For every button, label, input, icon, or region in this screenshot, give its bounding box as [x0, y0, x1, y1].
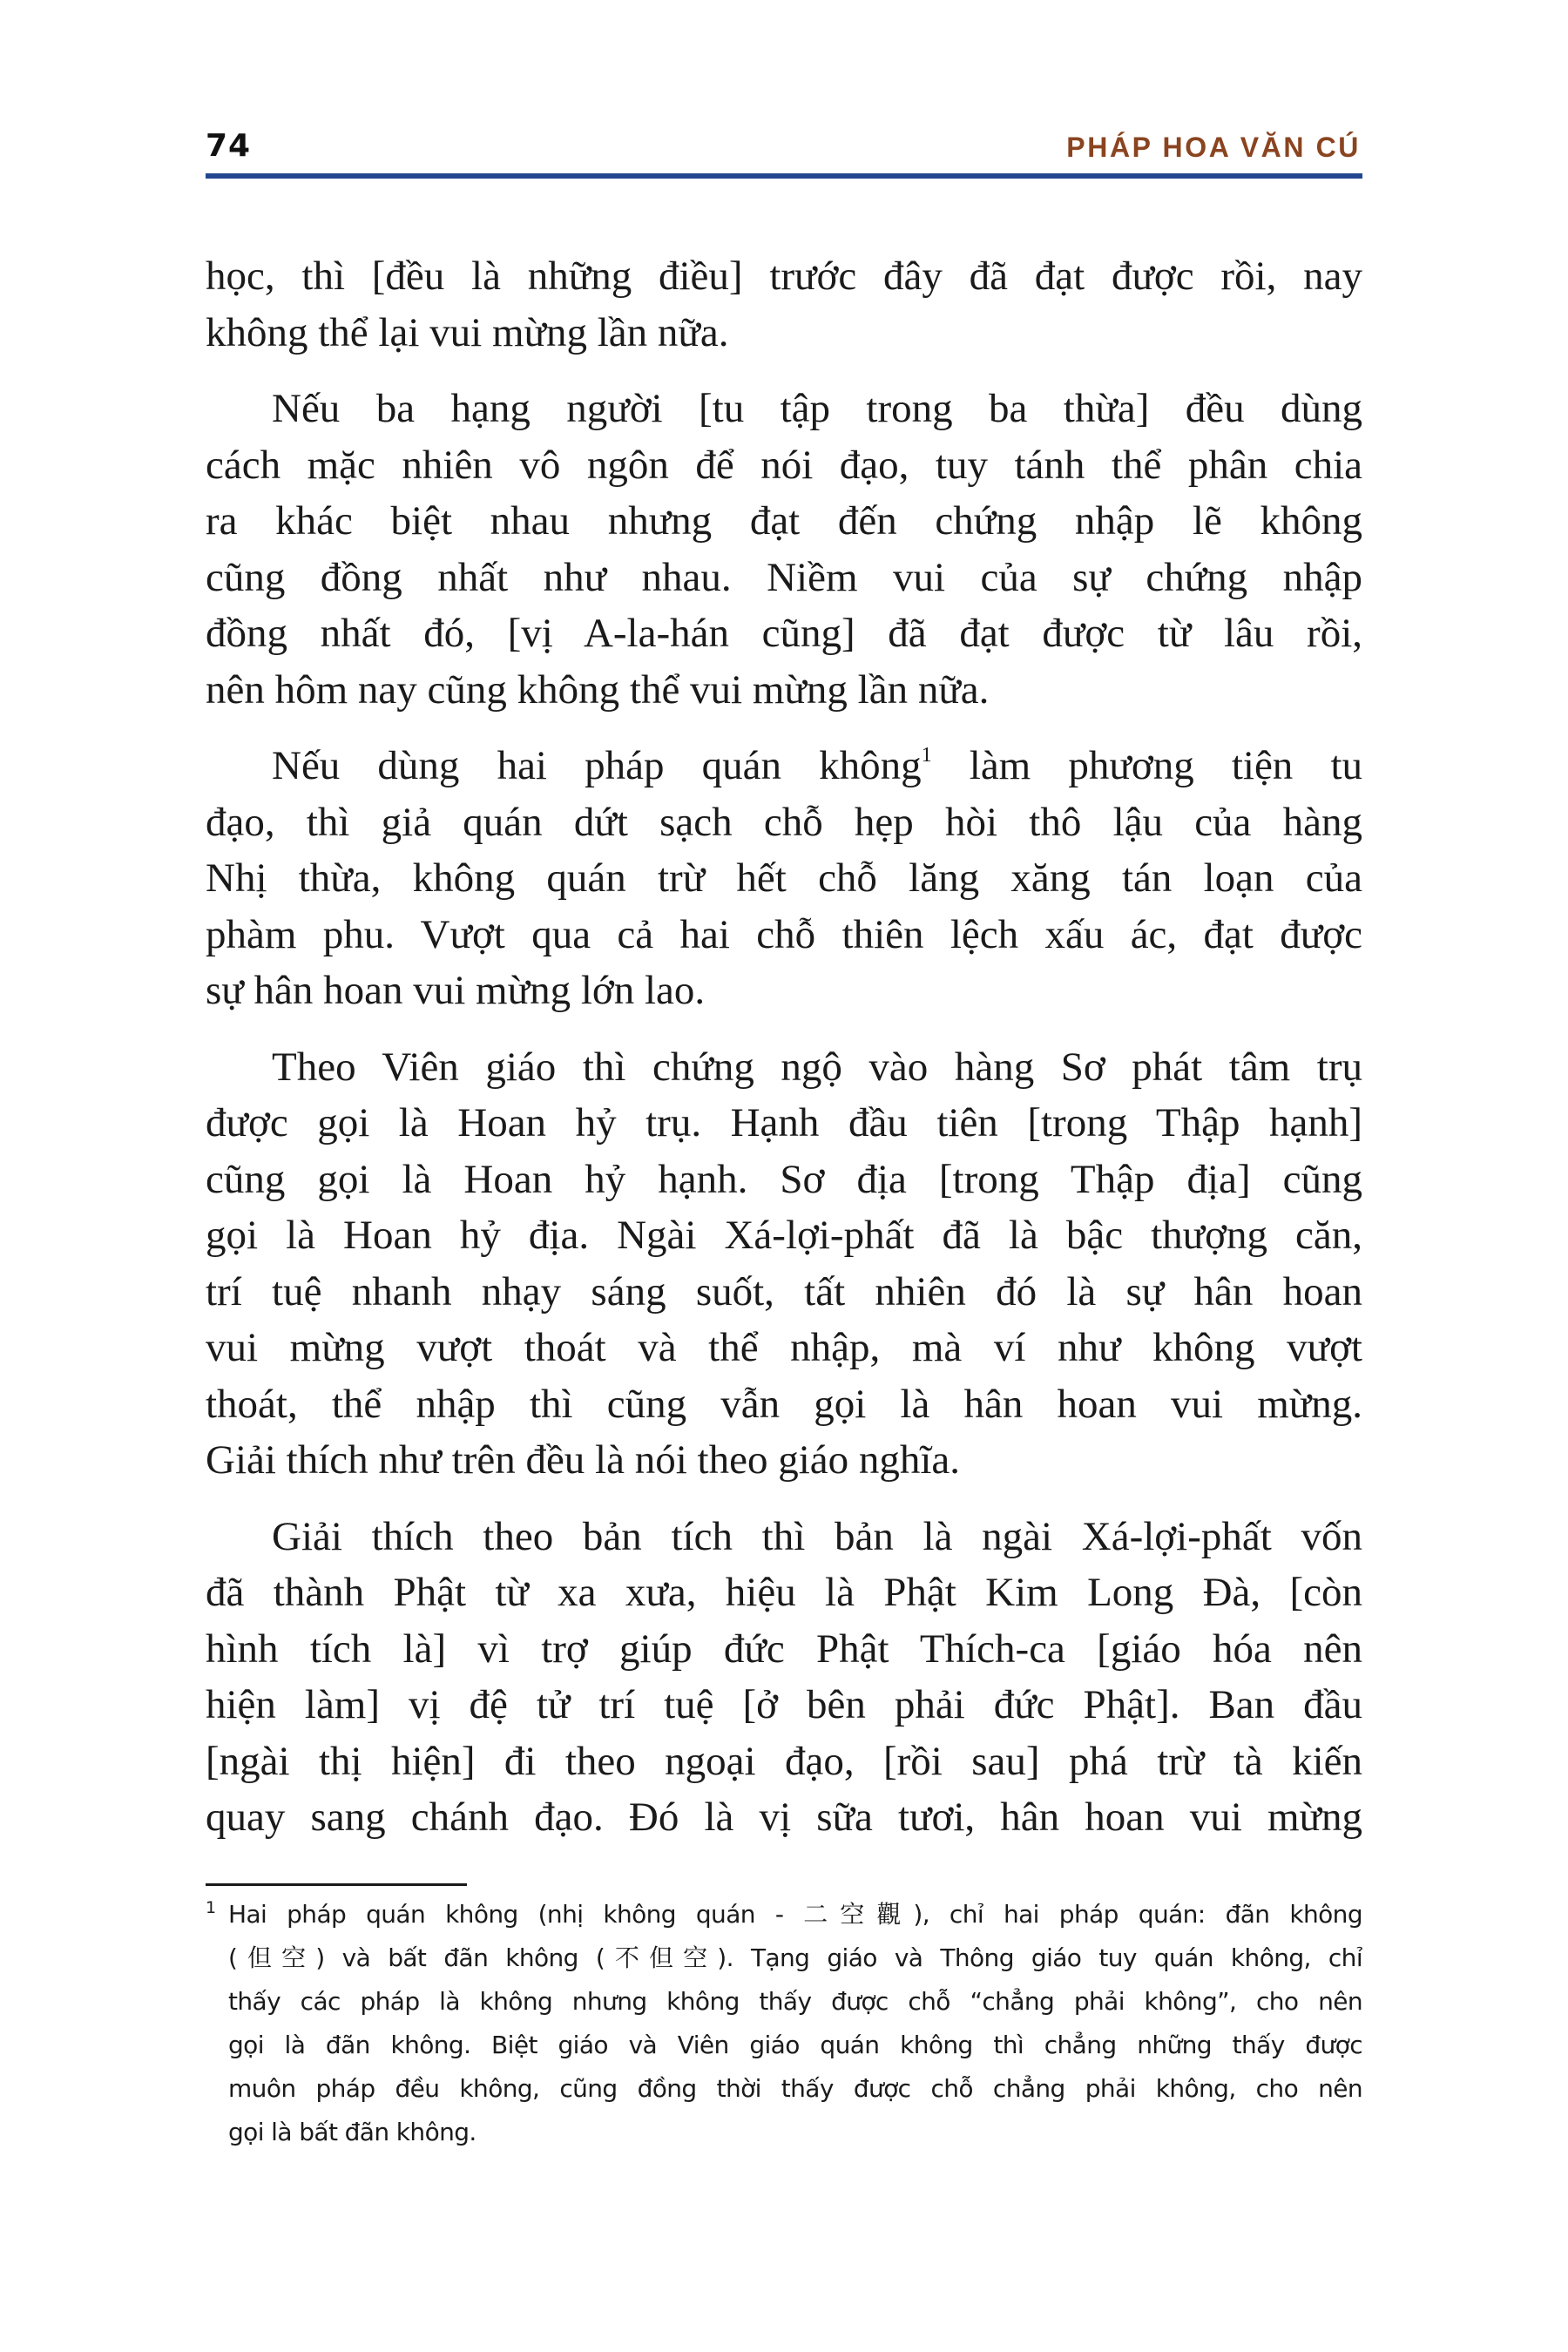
text-line: đã thành Phật từ xa xưa, hiệu là Phật Kim Long Đà, [còn [206, 1570, 1362, 1615]
text-line: được gọi là Hoan hỷ trụ. Hạnh đầu tiên [trong Thập hạnh] [206, 1100, 1362, 1146]
text-line: không thể lại vui mừng lần nữa. [206, 309, 729, 355]
text-line: cách mặc nhiên vô ngôn để nói đạo, tuy tánh thể phân chia [206, 442, 1362, 488]
page-number: 74 [206, 128, 252, 164]
paragraph-2 [206, 381, 1362, 718]
text-line: quay sang chánh đạo. Đó là vị sữa tươi, hân hoan vui mừng [206, 1794, 1362, 1840]
paragraph-5 [206, 1509, 1362, 1846]
text-line: đạo, thì giả quán dứt sạch chỗ hẹp hòi thô lậu của hàng [206, 799, 1362, 845]
footnote-line: gọi là đãn không. Biệt giáo và Viên giáo quán không thì chẳng những thấy được [228, 2031, 1362, 2059]
text-line: cũng gọi là Hoan hỷ hạnh. Sơ địa [trong Thập địa] cũng [206, 1156, 1362, 1202]
text-line: Theo Viên giáo thì chứng ngộ vào hàng Sơ phát tâm trụ [272, 1044, 1362, 1090]
paragraph-1 [206, 248, 1362, 361]
text-line: phàm phu. Vượt qua cả hai chỗ thiên lệch xấu ác, đạt được [206, 911, 1362, 957]
text-line: gọi là Hoan hỷ địa. Ngài Xá-lợi-phất đã là bậc thượng căn, [206, 1213, 1362, 1258]
text-line: học, thì [đều là những điều] trước đây đã đạt được rồi, nay [206, 253, 1362, 299]
text-line: [ngài thị hiện] đi theo ngoại đạo, [rồi sau] phá trừ tà kiến [206, 1738, 1362, 1784]
header-rule [206, 173, 1362, 179]
text-line: Giải thích như trên đều là nói theo giáo nghĩa. [206, 1437, 961, 1483]
footnote-line: (但空) và bất đãn không (不但空). Tạng giáo và Thông giáo tuy quán không, chỉ [228, 1943, 1362, 1972]
running-header [206, 122, 1362, 174]
footnote-line: muôn pháp đều không, cũng đồng thời thấy được chỗ chẳng phải không, cho nên [228, 2074, 1362, 2103]
footnote-marker: 1 [206, 1898, 216, 1917]
text-line: cũng đồng nhất như nhau. Niềm vui của sự chứng nhập [206, 554, 1362, 600]
text-line: Nếu ba hạng người [tu tập trong ba thừa] đều dùng [272, 386, 1362, 431]
text-line: sự hân hoan vui mừng lớn lao. [206, 968, 706, 1013]
text-fragment: làm phương tiện tu [931, 743, 1362, 788]
footnote-line [206, 1893, 1362, 1936]
text-line: Nhị thừa, không quán trừ hết chỗ lăng xăng tán loạn của [206, 855, 1362, 901]
footnotes [206, 1893, 1362, 2154]
text-line: nên hôm nay cũng không thể vui mừng lần nữa. [206, 666, 990, 713]
text-line: đồng nhất đó, [vị A-la-hán cũng] đã đạt được từ lâu rồi, [206, 611, 1362, 656]
running-title: PHÁP HOA VĂN CÚ [1066, 132, 1361, 163]
text-line [206, 738, 1362, 794]
text-line: thoát, thể nhập thì cũng vẫn gọi là hân hoan vui mừng. [206, 1381, 1362, 1427]
text-line: trí tuệ nhanh nhạy sáng suốt, tất nhiên đó là sự hân hoan [206, 1268, 1362, 1315]
body-text [206, 248, 1362, 1866]
footnote-line: gọi là bất đãn không. [228, 2118, 476, 2146]
footnote-1 [206, 1893, 1362, 2154]
text-line: hiện làm] vị đệ tử trí tuệ [ở bên phải đức Phật]. Ban đầu [206, 1682, 1362, 1727]
footnote-separator [206, 1883, 467, 1886]
paragraph-3 [206, 738, 1362, 1019]
text-line: ra khác biệt nhau nhưng đạt đến chứng nhập lẽ không [206, 498, 1362, 544]
text-line: Giải thích theo bản tích thì bản là ngài Xá-lợi-phất vốn [272, 1513, 1362, 1559]
footnote-reference[interactable]: 1 [921, 744, 932, 767]
text-fragment: Hai pháp quán không (nhị không quán - 二空觀), chỉ hai pháp quán: đãn không [228, 1900, 1362, 1929]
footnote-line: thấy các pháp là không nhưng không thấy được chỗ “chẳng phải không”, cho nên [228, 1987, 1362, 2016]
book-page [206, 0, 1362, 2352]
text-fragment: Nếu dùng hai pháp quán không [272, 743, 922, 788]
paragraph-4 [206, 1039, 1362, 1489]
text-line: vui mừng vượt thoát và thể nhập, mà ví như không vượt [206, 1325, 1362, 1370]
text-line: hình tích là] vì trợ giúp đức Phật Thích-ca [giáo hóa nên [206, 1625, 1362, 1672]
